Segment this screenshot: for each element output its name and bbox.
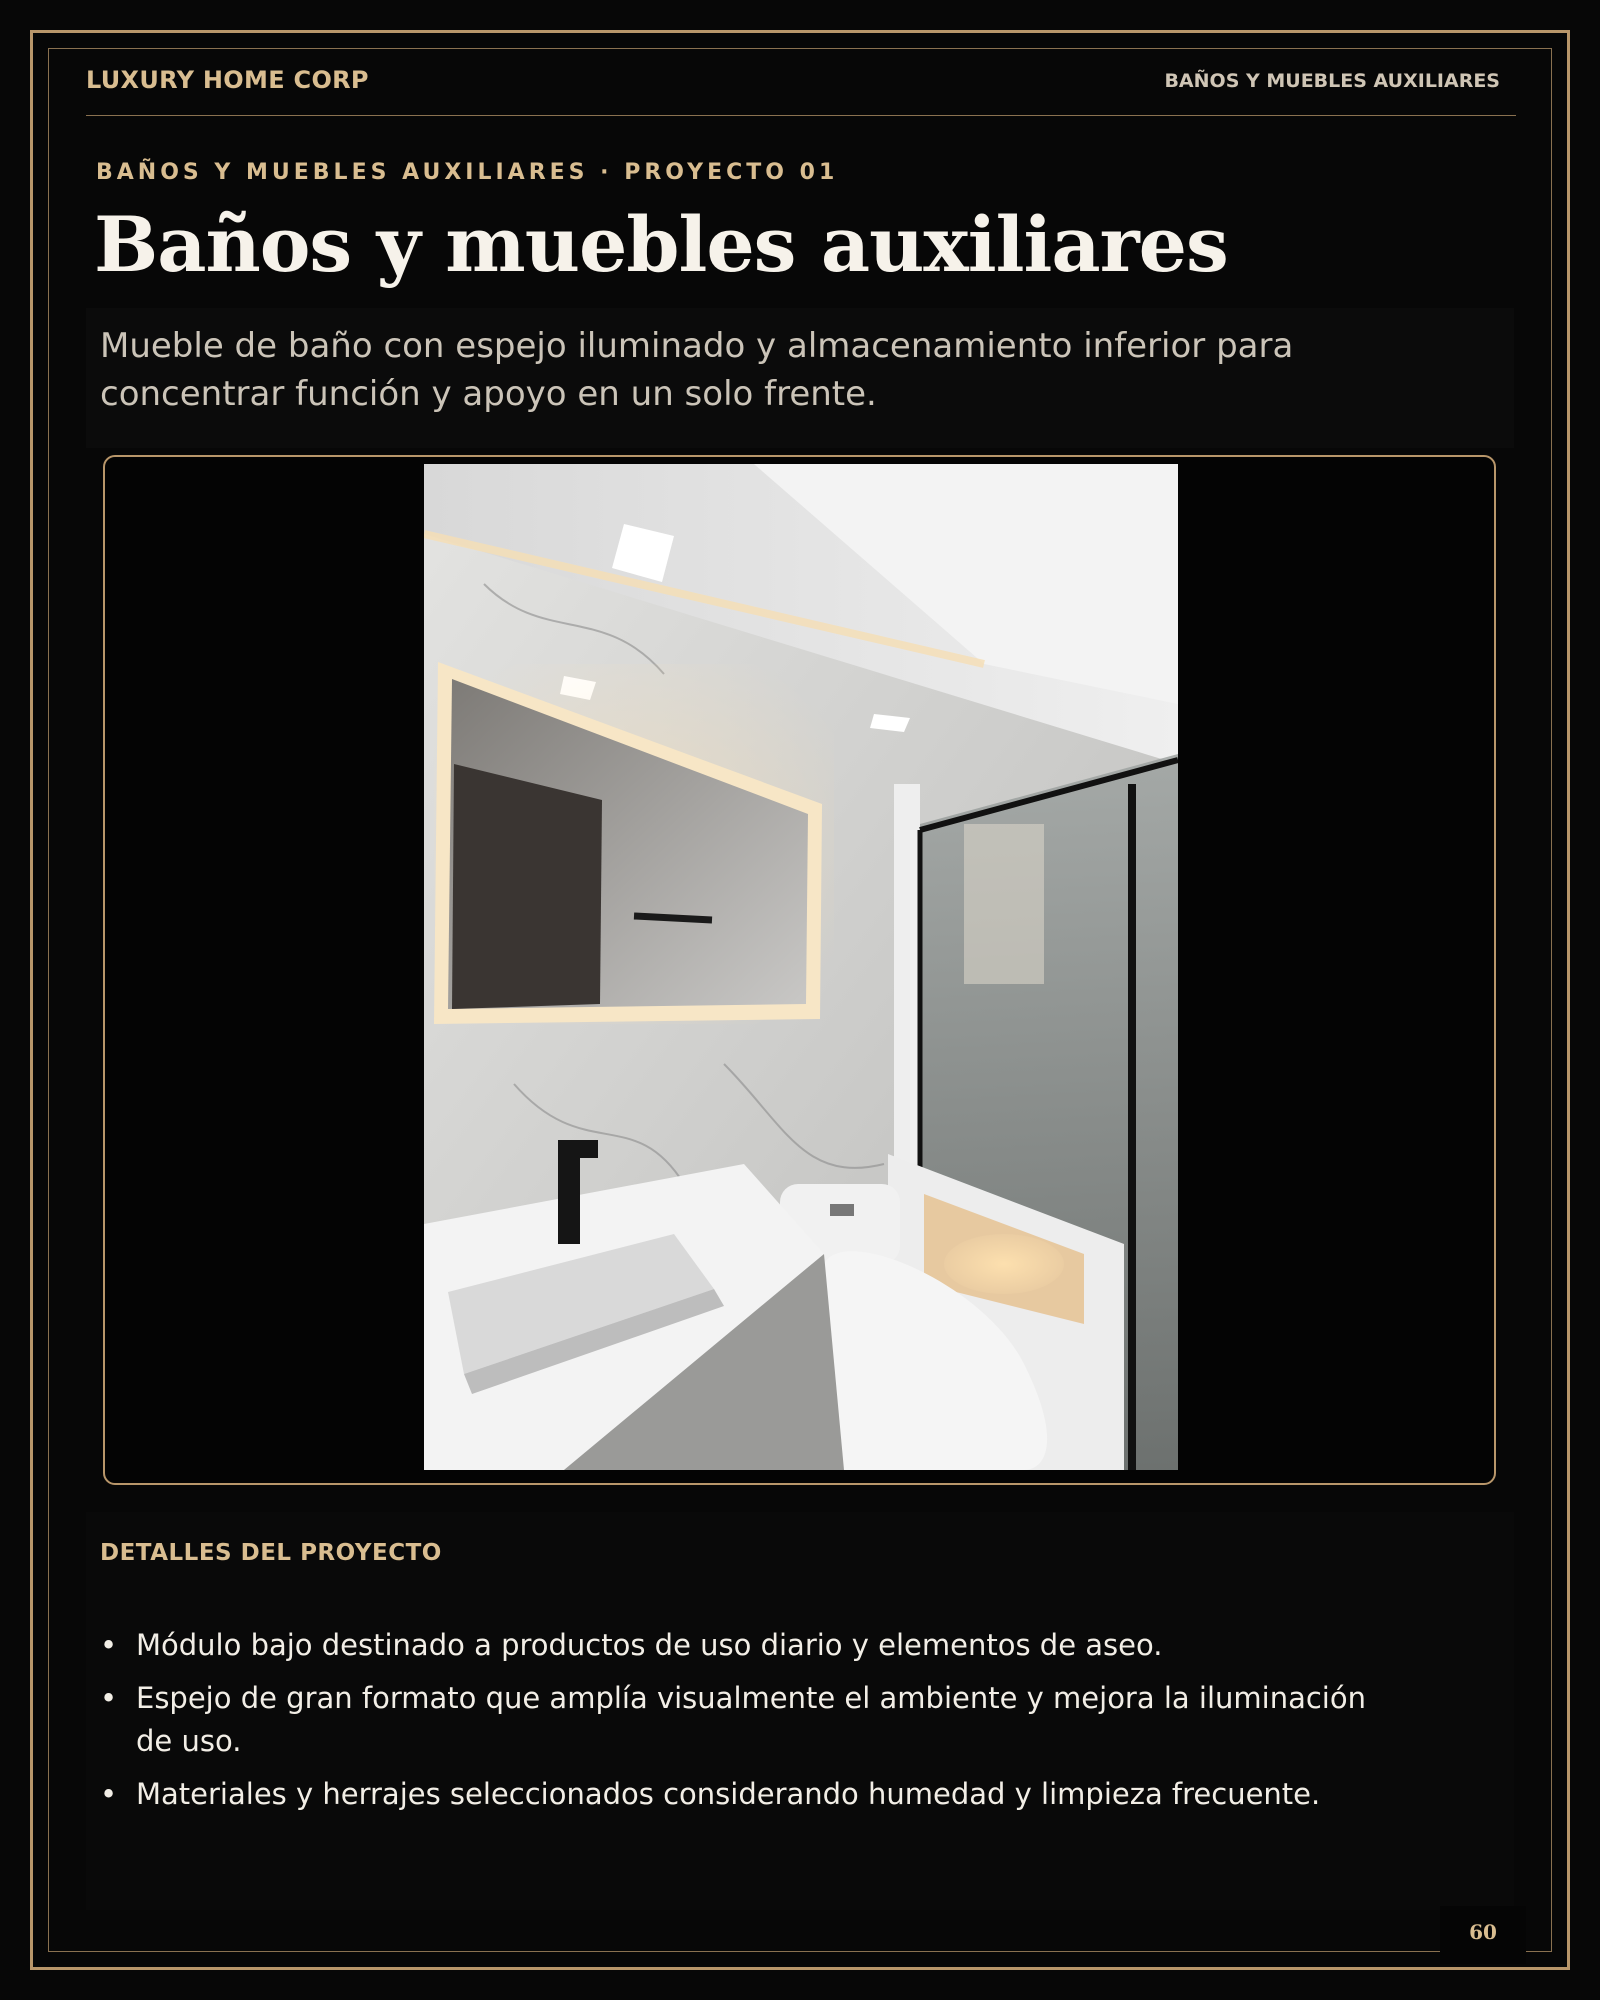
list-item <box>100 1624 1400 1667</box>
page-subtitle: Mueble de baño con espejo iluminado y almacenamiento inferior para concentrar función y apoyo en un solo frente. <box>100 326 1294 414</box>
photo-frame <box>103 455 1496 1485</box>
section-kicker: BAÑOS Y MUEBLES AUXILIARES · PROYECTO 01 <box>96 160 839 185</box>
project-details-panel <box>86 1512 1514 1910</box>
list-item <box>100 1677 1400 1763</box>
subtitle-panel <box>86 308 1514 448</box>
page-title: Baños y muebles auxiliares <box>94 200 1228 289</box>
page-header <box>86 62 1516 116</box>
bullet-icon: • <box>100 1628 118 1662</box>
bullet-icon: • <box>100 1681 118 1715</box>
header-section-label: BAÑOS Y MUEBLES AUXILIARES <box>1164 70 1500 92</box>
details-list <box>100 1624 1400 1826</box>
details-item-text: Espejo de gran formato que amplía visualmente el ambiente y mejora la iluminación de uso. <box>136 1681 1366 1758</box>
bullet-icon: • <box>100 1777 118 1811</box>
brand-name: LUXURY HOME CORP <box>86 66 369 94</box>
details-item-text: Materiales y herrajes seleccionados considerando humedad y limpieza frecuente. <box>136 1777 1321 1811</box>
page-number: 60 <box>1469 1920 1497 1944</box>
bathroom-illustration <box>424 464 1178 1470</box>
bathroom-photo <box>424 464 1178 1470</box>
details-item-text: Módulo bajo destinado a productos de uso diario y elementos de aseo. <box>136 1628 1163 1662</box>
page-number-box <box>1440 1906 1526 1964</box>
details-heading: DETALLES DEL PROYECTO <box>100 1540 442 1566</box>
list-item <box>100 1773 1400 1816</box>
